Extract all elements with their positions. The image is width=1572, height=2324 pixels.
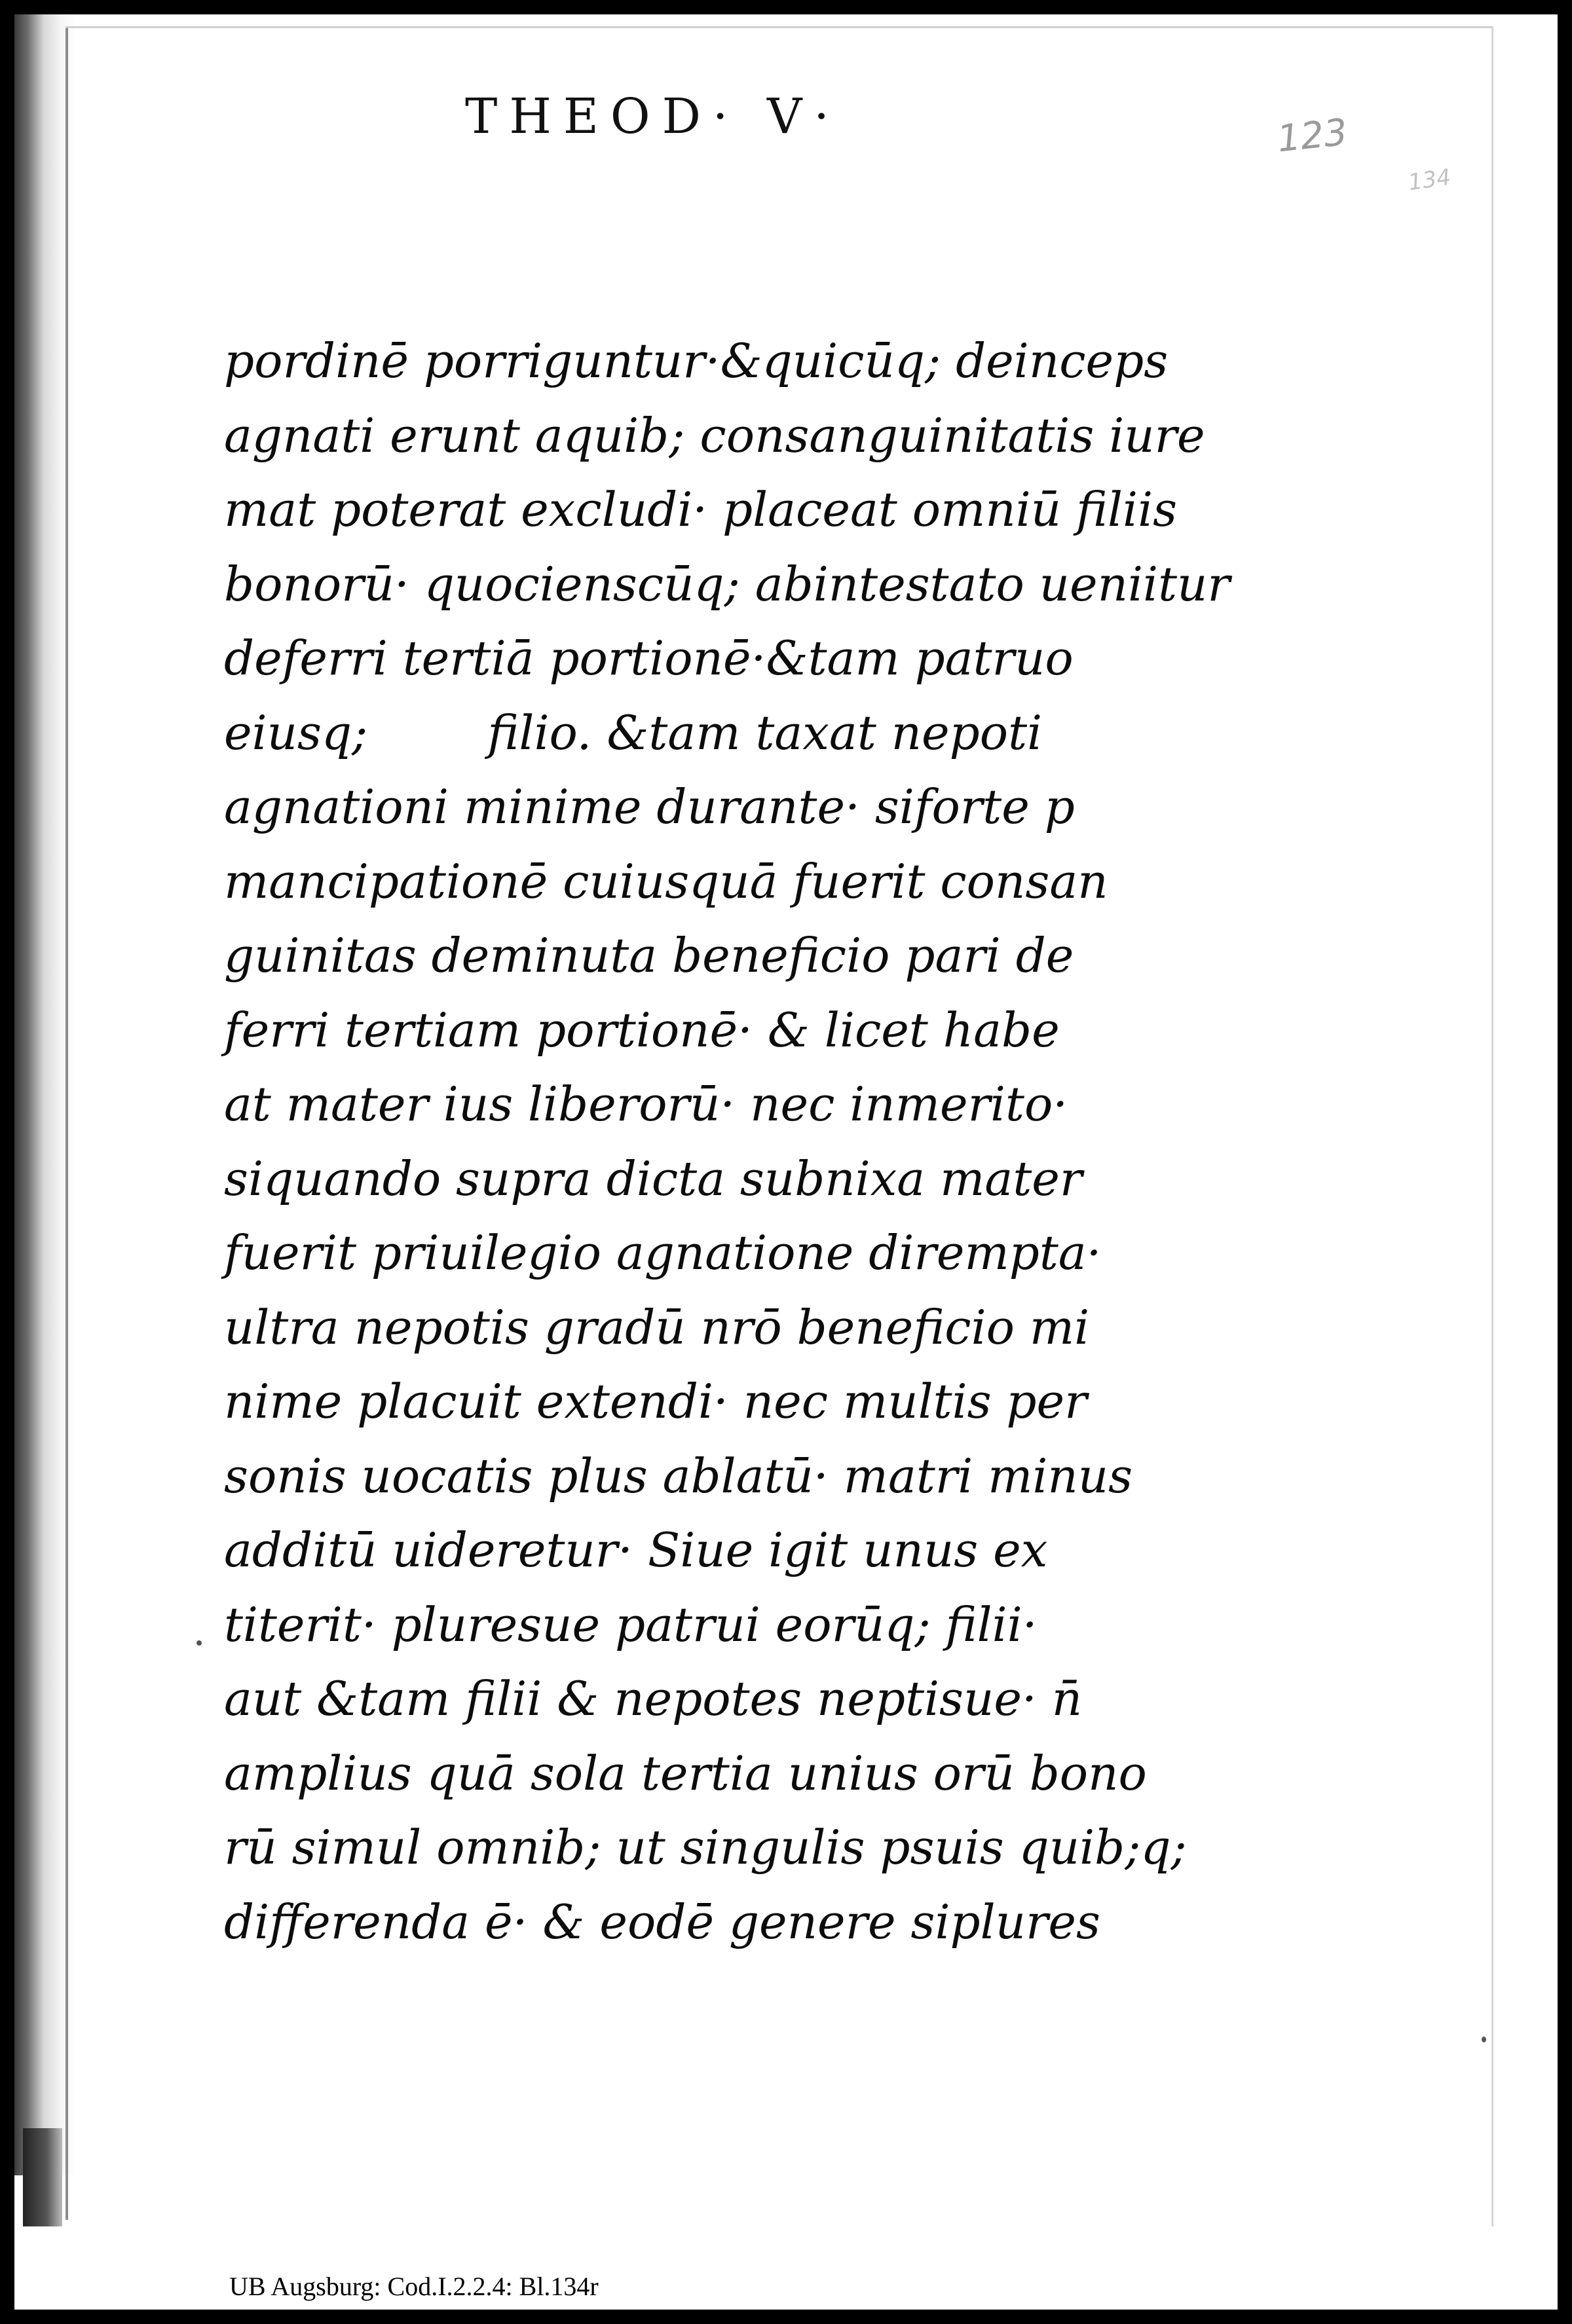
text-line: additū uideretur· Siue igit unus ex [224,1522,1048,1577]
shelfmark-caption: UB Augsburg: Cod.I.2.2.4: Bl.134r [229,2272,599,2301]
text-line: nime placuit extendi· nec multis per [224,1374,1087,1429]
text-line: differenda ē· & eodē genere siplures [224,1894,1100,1949]
manuscript-page [79,29,1487,2217]
text-line: amplius quā sola tertia unius orū bono [224,1745,1147,1801]
text-line: rū simul omnib; ut singulis psuis quib;q; [224,1820,1187,1875]
text-line: bonorū· quocienscūq; abintestato ueniitur [224,556,1230,612]
text-line: siquando supra dicta subnixa mater [224,1151,1083,1206]
text-line: ferri tertiam portionē· & licet habe [224,1002,1060,1058]
text-line: fuerit priuilegio agnatione dirempta· [224,1225,1102,1280]
text-line: ultra nepotis gradū nrō beneficio mi [224,1299,1090,1355]
text-line: mancipationē cuiusquā fuerit consan [224,853,1108,909]
text-line: titerit· pluresue patrui eorūq; filii· [224,1596,1038,1652]
binding-dark-tab [23,2128,62,2226]
ink-speck [1482,2037,1486,2042]
running-head: THEOD· V· [465,88,841,145]
text-line: mat poterat excludi· placeat omniū filiis [224,482,1178,537]
folio-number-alt: 134 [1406,164,1453,196]
text-line: guinitas deminuta beneficio pari de [224,928,1074,983]
text-line: deferri tertiā portionē·&tam patruo [224,631,1074,686]
text-line: agnati erunt aquib; consanguinitatis iure [224,407,1205,463]
text-line: at mater ius liberorū· nec inmerito· [224,1077,1068,1132]
text-line: aut &tam filii & nepotes neptisue· n̄ [224,1671,1083,1726]
text-line: agnationi minime durante· siforte p [224,779,1075,834]
text-line: sonis uocatis plus ablatū· matri minus [224,1448,1133,1503]
text-line: pordinē porriguntur·&quicūq; deinceps [224,333,1169,388]
text-line: eiusq; filio. &tam taxat nepoti [224,705,1043,760]
manuscript-text-block [224,324,1351,1959]
folio-number: 123 [1275,111,1349,161]
ink-speck [196,1640,202,1646]
